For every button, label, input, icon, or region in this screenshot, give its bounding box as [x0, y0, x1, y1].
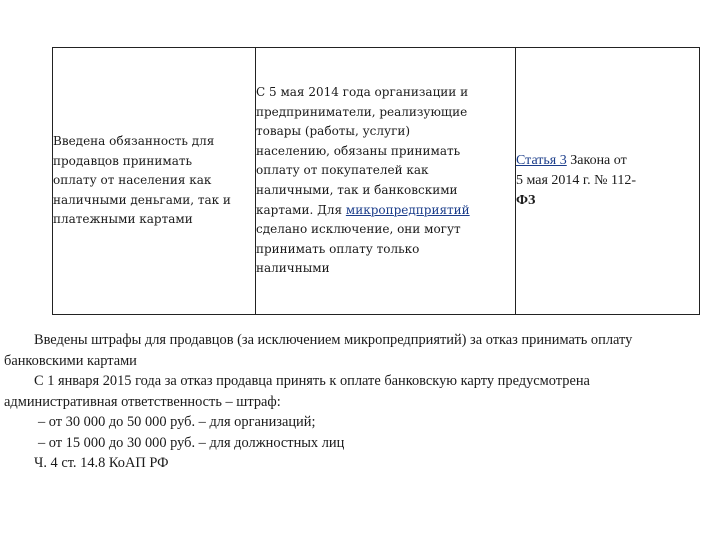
law-comparison-table: [52, 47, 700, 315]
paragraph-line: Введены штрафы для продавцов (за исключением микропредприятий) за отказ принимать оплату: [34, 332, 633, 348]
cell-line: Введена обязанность для: [53, 134, 215, 149]
paragraph-line: С 1 января 2015 года за отказ продавца принять к оплате банковскую карту предусмотрена: [34, 373, 590, 389]
paragraph-line: банковскими картами: [4, 352, 137, 369]
fines-description: [4, 330, 716, 474]
cell-line: продавцов принимать: [53, 153, 193, 168]
microenterprises-link[interactable]: микропредприятий: [345, 202, 470, 217]
table-row: [53, 48, 700, 315]
article-3-link[interactable]: Статья 3: [516, 153, 567, 168]
cell-line: оплату от покупателей как: [256, 163, 429, 178]
cell-change-summary: [53, 48, 256, 315]
cell-line-with-link: [256, 201, 515, 221]
fine-item-organizations: – от 30 000 до 50 000 руб. – для организаций;: [38, 414, 316, 430]
cell-line: населению, обязаны принимать: [256, 143, 461, 158]
cell-text: картами. Для: [256, 202, 346, 217]
cell-line: товары (работы, услуги): [256, 124, 411, 139]
cell-line: наличными, так и банковскими: [256, 183, 458, 197]
cell-line: С 5 мая 2014 года организации и: [256, 85, 469, 100]
cell-line: сделано исключение, они могут: [256, 222, 461, 237]
paragraph-line: административная ответственность – штраф:: [4, 393, 281, 410]
cell-line: наличными: [256, 261, 330, 276]
cell-text: Закона от: [566, 153, 627, 168]
fine-item-officials: – от 15 000 до 30 000 руб. – для должностных лиц: [38, 434, 345, 451]
cell-line: принимать оплату только: [256, 241, 420, 256]
cell-line: наличными деньгами, так и: [53, 192, 231, 207]
cell-change-details: [256, 48, 516, 315]
cell-line: платежными картами: [53, 212, 193, 227]
cell-line: 5 мая 2014 г. № 112-: [516, 173, 637, 188]
cell-line: ФЗ: [516, 193, 536, 208]
cell-line-with-link: [516, 151, 699, 171]
cell-line: предприниматели, реализующие: [256, 104, 468, 119]
cell-line: оплату от населения как: [53, 173, 212, 188]
legal-source-reference: Ч. 4 ст. 14.8 КоАП РФ: [34, 455, 169, 471]
cell-legal-source: [516, 48, 700, 315]
